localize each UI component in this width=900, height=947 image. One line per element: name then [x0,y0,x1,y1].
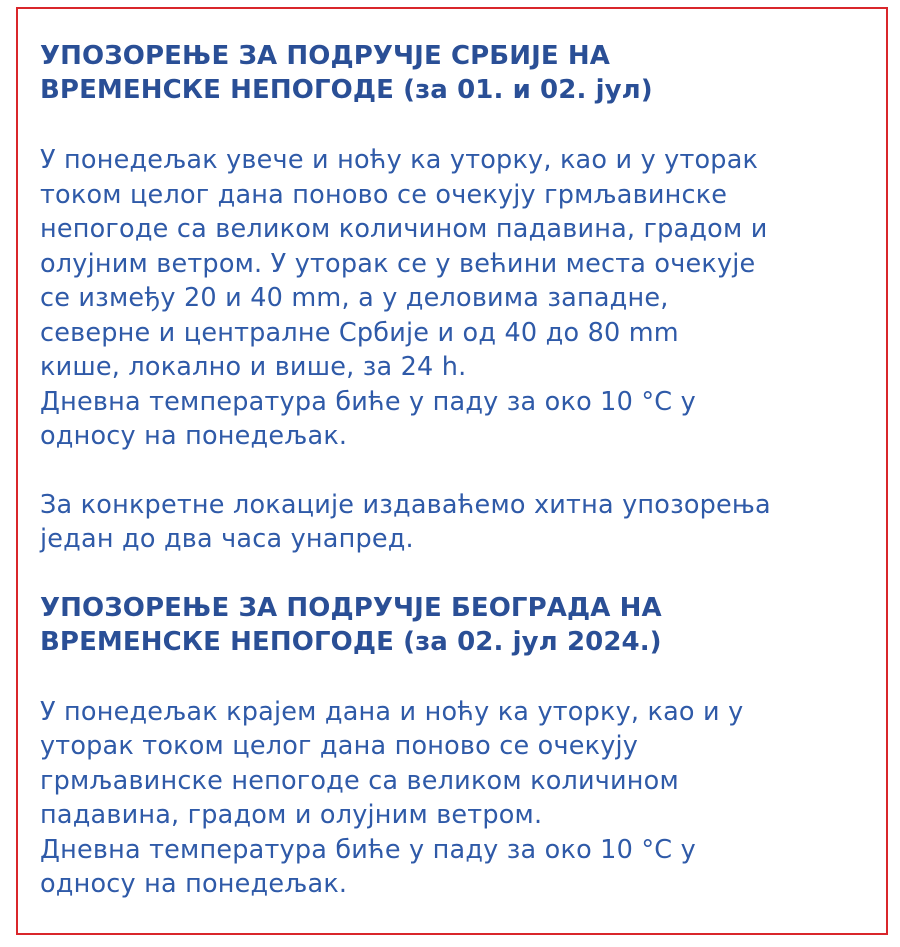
text-line: Дневна температура биће у паду за око 10 °C у [40,386,696,417]
belgrade-warning-heading [40,591,876,659]
text-line: се између 20 и 40 mm, а у деловима западне, [40,283,669,313]
serbia-forecast-paragraph [40,143,876,454]
text-line: односу на понедељак. [40,869,348,899]
text-line: За конкретне локације издаваћемо хитна упозорења [40,489,771,520]
warning-content [40,39,876,902]
urgent-warnings-paragraph [40,488,876,557]
serbia-warning-heading [40,39,876,107]
text-line: један до два часа унапред. [40,524,414,554]
serbia-heading-line-2: ВРЕМЕНСКЕ НЕПОГОДЕ (за 01. и 02. јул) [40,75,653,105]
text-line: уторак током целог дана поново се очекују [40,731,639,761]
text-line: односу на понедељак. [40,421,348,451]
text-line: северне и централне Србије и од 40 до 80 mm [40,317,679,348]
text-line: Дневна температура биће у паду за око 10 °C у [40,834,696,865]
serbia-heading-line-1: УПОЗОРЕЊЕ ЗА ПОДРУЧЈЕ СРБИЈЕ НА [40,41,610,71]
text-line: током целог дана поново се очекују грмљавинске [40,179,728,210]
belgrade-heading-line-1: УПОЗОРЕЊЕ ЗА ПОДРУЧЈЕ БЕОГРАДА НА [40,592,662,623]
belgrade-forecast-paragraph [40,695,876,902]
text-line: кише, локално и више, за 24 h. [40,352,467,382]
text-line: У понедељак увече и ноћу ка уторку, као и у уторак [40,145,759,175]
text-line: падавина, градом и олујним ветром. [40,800,543,830]
warning-box [16,7,888,935]
text-line: грмљавинске непогоде са великом количином [40,765,679,796]
text-line: олујним ветром. У уторак се у већини места очекује [40,248,756,279]
text-line: непогоде са великом количином падавина, градом и [40,214,768,244]
belgrade-heading-line-2: ВРЕМЕНСКЕ НЕПОГОДЕ (за 02. јул 2024.) [40,626,662,657]
text-line: У понедељак крајем дана и ноћу ка уторку, као и у [40,696,744,727]
